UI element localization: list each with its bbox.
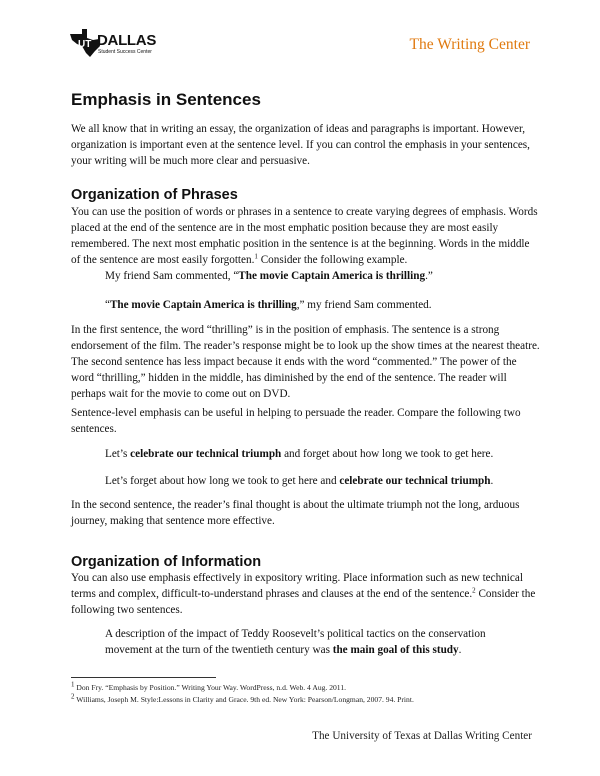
page-footer: The University of Texas at Dallas Writing Center [312,730,532,742]
section-heading-information: Organization of Information [71,554,262,570]
page-title: Emphasis in Sentences [71,90,261,109]
emphasis-text: The movie Captain America is thrilling [109,299,297,311]
emphasis-text: the main goal of this study [332,644,459,656]
paragraph-text: Consider the following two sentences. [71,588,536,616]
emphasis-text: The movie Captain America is thrilling [238,270,426,282]
phrases-paragraph-3: Sentence-level emphasis can be useful in helping to persuade the reader. Compare the following two sentences. [71,407,521,435]
example-sentence-1 [105,268,545,284]
example-text: Let’s forget about how long we took to get here and [105,475,340,487]
footnote-text: Williams, Joseph M. Style:Lessons in Clarity and Grace. 9th ed. New York: Pearson/Longman, 2007. 94. Print. [74,695,414,704]
writing-center-title: The Writing Center [409,36,530,53]
example-text: ,” my friend Sam commented. [296,299,432,311]
intro-paragraph: We all know that in writing an essay, the organization of ideas and paragraphs is important. However, organization is important even at the sentence level. If you can control the emphasis in your sentences, your writing will be much more clear and persuasive. [71,123,530,167]
section-heading-phrases: Organization of Phrases [71,187,238,203]
logo-text: DALLAS [97,32,157,49]
information-paragraph-1 [71,570,541,618]
footnote-2 [71,692,414,704]
example-text: .” [425,270,433,282]
phrases-paragraph-2: In the first sentence, the word “thrilling” is in the position of emphasis. The sentence is a strong endorsement of the film. The reader’s response might be to look up the show times at the nearest theatre. The second sentence has less impact because it ends with the word “commented.” The power of the word “thrilling,” hidden in the middle, has diminished by the end of the sentence. The reader will perhaps wait for the movie to come out on DVD. [71,324,540,400]
paragraph-text: You can use the position of words or phrases in a sentence to create varying degrees of emphasis. Words placed at the end of the sentence are in the most emphatic position because they are most easily remembered. The next most emphatic position in the sentence is at the beginning. Words in the middle of the sentence are most easily forgotten. [71,206,538,266]
example-text: and forget about how long we took to get here. [281,448,494,460]
paragraph-text: Consider the following example. [257,254,408,266]
example-text: . [458,644,462,656]
paragraph-text: You can also use emphasis effectively in expository writing. Place information such as new technical terms and complex, difficult-to-understand phrases and clauses at the end of the sentence. [71,572,523,600]
example-text: Let’s [105,448,131,460]
example-sentence-5 [105,626,535,658]
footnote-ref-2: 2 [472,586,476,595]
example-text: “ [105,299,110,311]
footnote-divider [71,677,216,678]
emphasis-text: celebrate our technical triumph [130,448,282,460]
footnote-marker: 1 [71,680,75,689]
example-text: My friend Sam commented, “ [105,270,239,282]
phrases-paragraph-4: In the second sentence, the reader’s final thought is about the ultimate triumph not the long, arduous journey, making that sentence more effective. [71,499,520,527]
phrases-paragraph-1 [71,204,541,268]
footnote-text: Don Fry. “Emphasis by Position.” Writing Your Way. WordPress, n.d. Web. 4 Aug. 2011. [74,683,347,692]
emphasis-text: celebrate our technical triumph [339,475,491,487]
example-text: A description of the impact of Teddy Roosevelt’s political tactics on the conservation movement at the turn of the twentieth century was [105,628,486,656]
footnote-marker: 2 [71,692,75,701]
svg-text:UT: UT [78,39,92,50]
footnote-1 [71,680,347,692]
logo-subtitle: Student Success Center [98,49,152,55]
example-sentence-3 [105,446,545,462]
example-sentence-2 [105,297,545,313]
example-text: . [490,475,494,487]
footnote-ref-1: 1 [254,252,258,261]
example-sentence-4 [105,473,545,489]
utd-logo [68,26,164,60]
